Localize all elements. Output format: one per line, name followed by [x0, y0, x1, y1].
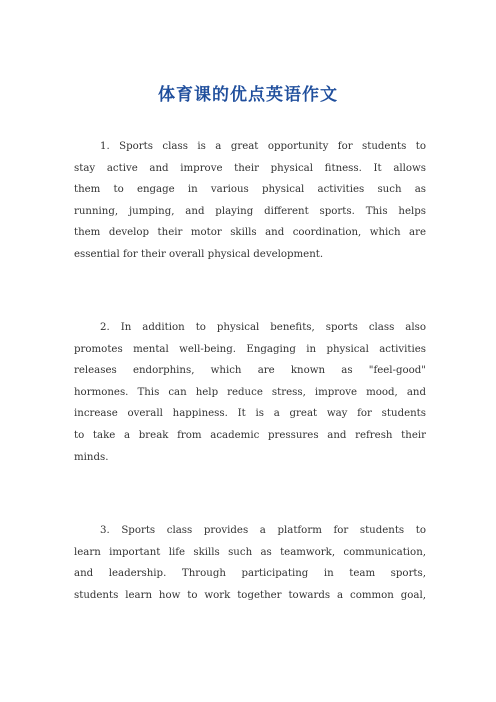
- paragraph-line: 2. In addition to physical benefits, sports class also: [100, 322, 426, 333]
- paragraph-line: 3. Sports class provides a platform for students to: [100, 525, 426, 536]
- paragraph-line: them develop their motor skills and coordination, which are: [74, 227, 426, 239]
- paragraph-line: essential for their overall physical development.: [74, 248, 324, 260]
- paragraph-line: to take a break from academic pressures and refresh their: [74, 429, 426, 441]
- paragraph-line: promotes mental well-being. Engaging in physical activities: [74, 343, 426, 355]
- paragraph-line: students learn how to work together towards a common goal,: [74, 589, 426, 601]
- paragraph-line: releases endorphins, which are known as "feel-good": [74, 365, 426, 377]
- paragraph-line: hormones. This can help reduce stress, improve mood, and: [74, 386, 426, 398]
- paragraph-line: minds.: [74, 451, 109, 463]
- paragraph-line: them to engage in various physical activities such as: [74, 184, 426, 196]
- paragraph-line: increase overall happiness. It is a great way for students: [74, 408, 426, 420]
- paragraph-line: stay active and improve their physical fitness. It allows: [74, 162, 426, 174]
- paragraph-1: [74, 136, 426, 266]
- paragraph-line: and leadership. Through participating in team sports,: [74, 568, 426, 580]
- paragraph-2: [74, 317, 426, 468]
- paragraph-3: [74, 520, 426, 606]
- paragraph-line: 1. Sports class is a great opportunity for students to: [100, 141, 426, 152]
- paragraph-line: learn important life skills such as teamwork, communication,: [74, 546, 426, 558]
- document-title: 体育课的优点英语作文: [158, 85, 338, 105]
- paragraph-line: running, jumping, and playing different sports. This helps: [74, 205, 426, 217]
